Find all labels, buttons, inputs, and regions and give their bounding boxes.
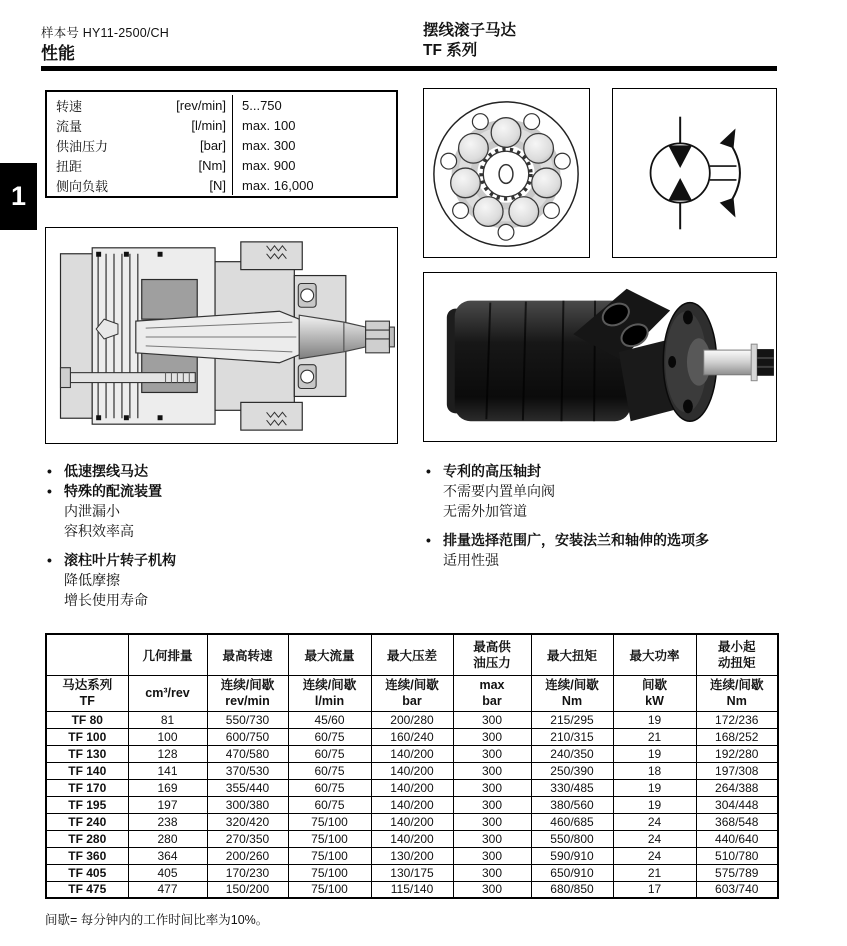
value-cell: 300: [453, 881, 531, 898]
model-cell: TF 140: [46, 762, 128, 779]
col-header: 最大压差: [371, 634, 453, 675]
product-name: 摆线滚子马达: [423, 22, 517, 39]
table-row: [46, 830, 778, 847]
feature-item: • 排量选择范围广，安装法兰和轴伸的选项多: [426, 532, 709, 548]
value-cell: 75/100: [288, 864, 371, 881]
motor-cutaway-icon: [46, 228, 397, 443]
value-cell: 603/740: [696, 881, 778, 898]
value-cell: 650/910: [531, 864, 613, 881]
value-cell: 60/75: [288, 762, 371, 779]
feature-list-left: [47, 461, 417, 610]
value-cell: 168/252: [696, 728, 778, 745]
value-cell: 215/295: [531, 711, 613, 728]
value-cell: 140/200: [371, 745, 453, 762]
value-cell: 100: [128, 728, 207, 745]
spec-value: max. 900: [242, 157, 296, 173]
feature-item: • 特殊的配流装置: [47, 483, 162, 499]
value-cell: 160/240: [371, 728, 453, 745]
col-unit: 连续/间歇 Nm: [696, 675, 778, 711]
value-cell: 300: [453, 762, 531, 779]
product-header: [423, 21, 516, 61]
table-row: [46, 762, 778, 779]
gerotor-diagram: [423, 88, 590, 258]
spec-label: 侧向负载: [56, 178, 109, 194]
value-cell: 60/75: [288, 796, 371, 813]
table-row: [46, 745, 778, 762]
value-cell: 141: [128, 762, 207, 779]
value-cell: 300: [453, 830, 531, 847]
table-row: [46, 728, 778, 745]
value-cell: 192/280: [696, 745, 778, 762]
value-cell: 130/200: [371, 847, 453, 864]
feature-list-right: [426, 461, 796, 570]
value-cell: 300: [453, 864, 531, 881]
model-cell: TF 80: [46, 711, 128, 728]
spec-value: max. 300: [242, 137, 296, 153]
spec-label: 供油压力: [56, 138, 109, 154]
value-cell: 19: [613, 745, 696, 762]
table-row: [46, 847, 778, 864]
table-row: [46, 779, 778, 796]
value-cell: 460/685: [531, 813, 613, 830]
hydraulic-symbol: [612, 88, 777, 258]
table-row: [46, 813, 778, 830]
col-header: 几何排量: [128, 634, 207, 675]
spec-row: [47, 115, 396, 135]
model-cell: TF 405: [46, 864, 128, 881]
col-unit: 连续/间歇 bar: [371, 675, 453, 711]
feature-item: • 滚柱叶片转子机构: [47, 552, 176, 568]
value-cell: 304/448: [696, 796, 778, 813]
feature-subitem: 增长使用寿命: [64, 592, 148, 608]
value-cell: 590/910: [531, 847, 613, 864]
spec-value: max. 100: [242, 117, 296, 133]
page-title: 性能: [41, 44, 75, 63]
spec-unit: [rev/min]: [176, 97, 226, 113]
value-cell: 600/750: [207, 728, 288, 745]
spec-unit: [bar]: [199, 137, 226, 153]
model-cell: TF 195: [46, 796, 128, 813]
value-cell: 380/560: [531, 796, 613, 813]
value-cell: 170/230: [207, 864, 288, 881]
col-unit: 间歇 kW: [613, 675, 696, 711]
value-cell: 210/315: [531, 728, 613, 745]
value-cell: 200/280: [371, 711, 453, 728]
bullet-marker: •: [47, 463, 52, 479]
value-cell: 280: [128, 830, 207, 847]
value-cell: 140/200: [371, 813, 453, 830]
col-unit: 连续/间歇 rev/min: [207, 675, 288, 711]
value-cell: 368/548: [696, 813, 778, 830]
value-cell: 130/175: [371, 864, 453, 881]
bullet-marker: •: [47, 483, 52, 499]
model-cell: TF 360: [46, 847, 128, 864]
feature-subitem: 无需外加管道: [443, 503, 527, 519]
value-cell: 60/75: [288, 745, 371, 762]
spec-value: 5...750: [242, 97, 282, 113]
quick-spec-table: [45, 90, 398, 198]
value-cell: 510/780: [696, 847, 778, 864]
cross-section-drawing: [45, 227, 398, 444]
value-cell: 300: [453, 728, 531, 745]
value-cell: 550/800: [531, 830, 613, 847]
spec-label: 扭距: [56, 158, 83, 174]
spec-unit: [N]: [209, 177, 226, 193]
table-header-unit-row: [46, 675, 778, 711]
value-cell: 140/200: [371, 779, 453, 796]
value-cell: 19: [613, 796, 696, 813]
value-cell: 24: [613, 847, 696, 864]
motor-photo: [423, 272, 777, 442]
value-cell: 300: [453, 779, 531, 796]
feature-item: • 专利的高压轴封: [426, 463, 541, 479]
col-header: 最大功率: [613, 634, 696, 675]
value-cell: 21: [613, 728, 696, 745]
value-cell: 60/75: [288, 728, 371, 745]
feature-subitem: 内泄漏小: [64, 503, 120, 519]
section-tab: 1: [0, 163, 37, 230]
col-header: 最大扭矩: [531, 634, 613, 675]
value-cell: 17: [613, 881, 696, 898]
value-cell: 477: [128, 881, 207, 898]
value-cell: 300: [453, 745, 531, 762]
col-header: [46, 634, 128, 675]
spec-unit: [l/min]: [191, 117, 226, 133]
col-unit: 连续/间歇 l/min: [288, 675, 371, 711]
model-cell: TF 475: [46, 881, 128, 898]
col-header: 最高供 油压力: [453, 634, 531, 675]
value-cell: 169: [128, 779, 207, 796]
table-header-group-row: [46, 634, 778, 675]
value-cell: 19: [613, 779, 696, 796]
value-cell: 115/140: [371, 881, 453, 898]
value-cell: 75/100: [288, 847, 371, 864]
bullet-marker: •: [426, 463, 431, 479]
model-cell: TF 130: [46, 745, 128, 762]
col-header: 最小起 动扭矩: [696, 634, 778, 675]
value-cell: 364: [128, 847, 207, 864]
value-cell: 300: [453, 813, 531, 830]
value-cell: 300: [453, 847, 531, 864]
value-cell: 45/60: [288, 711, 371, 728]
col-unit: cm³/rev: [128, 675, 207, 711]
spec-label: 转速: [56, 98, 83, 114]
value-cell: 21: [613, 864, 696, 881]
value-cell: 197: [128, 796, 207, 813]
spec-label: 流量: [56, 118, 83, 134]
value-cell: 264/388: [696, 779, 778, 796]
bullet-marker: •: [426, 532, 431, 548]
value-cell: 575/789: [696, 864, 778, 881]
col-header: 最大流量: [288, 634, 371, 675]
value-cell: 150/200: [207, 881, 288, 898]
value-cell: 140/200: [371, 796, 453, 813]
col-unit: 连续/间歇 Nm: [531, 675, 613, 711]
value-cell: 172/236: [696, 711, 778, 728]
value-cell: 680/850: [531, 881, 613, 898]
table-row: [46, 864, 778, 881]
value-cell: 320/420: [207, 813, 288, 830]
value-cell: 197/308: [696, 762, 778, 779]
value-cell: 128: [128, 745, 207, 762]
value-cell: 405: [128, 864, 207, 881]
model-cell: TF 240: [46, 813, 128, 830]
table-footnote: 间歇= 每分钟内的工作时间比率为10%。: [45, 913, 269, 927]
value-cell: 200/260: [207, 847, 288, 864]
motor-photo-image: [424, 273, 776, 441]
value-cell: 440/640: [696, 830, 778, 847]
table-row: [46, 711, 778, 728]
doc-code: 样本号 HY11-2500/CH: [41, 26, 170, 40]
col-unit: 马达系列 TF: [46, 675, 128, 711]
feature-item: • 低速摆线马达: [47, 463, 148, 479]
table-row: [46, 881, 778, 898]
spec-unit: [Nm]: [198, 157, 226, 173]
bullet-marker: •: [47, 552, 52, 568]
performance-table: [45, 633, 779, 899]
value-cell: 300: [453, 711, 531, 728]
spec-row: [47, 155, 396, 175]
value-cell: 75/100: [288, 830, 371, 847]
value-cell: 355/440: [207, 779, 288, 796]
value-cell: 75/100: [288, 881, 371, 898]
value-cell: 24: [613, 813, 696, 830]
series-name: TF 系列: [423, 42, 478, 59]
motor-symbol-icon: [613, 89, 776, 257]
col-unit: max bar: [453, 675, 531, 711]
spec-value: max. 16,000: [242, 177, 314, 193]
gerotor-cross-section-icon: [424, 89, 589, 257]
value-cell: 300: [453, 796, 531, 813]
value-cell: 60/75: [288, 779, 371, 796]
value-cell: 24: [613, 830, 696, 847]
value-cell: 470/580: [207, 745, 288, 762]
value-cell: 250/390: [531, 762, 613, 779]
value-cell: 270/350: [207, 830, 288, 847]
value-cell: 300/380: [207, 796, 288, 813]
value-cell: 81: [128, 711, 207, 728]
value-cell: 240/350: [531, 745, 613, 762]
feature-subitem: 不需要内置单向阀: [443, 483, 555, 499]
spec-row: [47, 135, 396, 155]
model-cell: TF 100: [46, 728, 128, 745]
spec-row: [47, 175, 396, 195]
value-cell: 330/485: [531, 779, 613, 796]
feature-subitem: 降低摩擦: [64, 572, 120, 588]
value-cell: 238: [128, 813, 207, 830]
value-cell: 140/200: [371, 762, 453, 779]
value-cell: 140/200: [371, 830, 453, 847]
feature-subitem: 容积效率高: [64, 523, 134, 539]
value-cell: 550/730: [207, 711, 288, 728]
value-cell: 18: [613, 762, 696, 779]
col-header: 最高转速: [207, 634, 288, 675]
table-row: [46, 796, 778, 813]
header-rule: [41, 66, 777, 71]
model-cell: TF 170: [46, 779, 128, 796]
model-cell: TF 280: [46, 830, 128, 847]
value-cell: 75/100: [288, 813, 371, 830]
feature-subitem: 适用性强: [443, 552, 499, 568]
value-cell: 19: [613, 711, 696, 728]
spec-row: [47, 95, 396, 115]
value-cell: 370/530: [207, 762, 288, 779]
